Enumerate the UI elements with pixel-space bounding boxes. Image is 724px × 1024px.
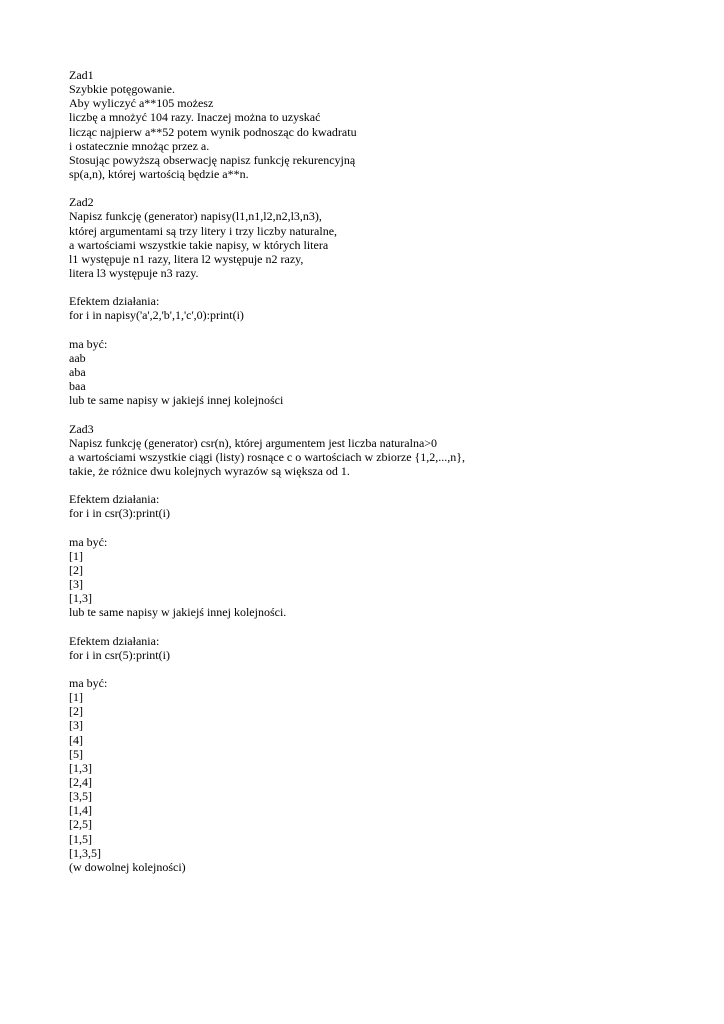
text-line: a wartościami wszystkie ciągi (listy) rosnące c o wartościach w zbiorze {1,2,...,n}, [69, 449, 466, 464]
text-line: for i in csr(3):print(i) [69, 506, 170, 521]
blank-line [69, 662, 689, 676]
text-line: Aby wyliczyć a**105 możesz [69, 96, 214, 111]
document-page [69, 68, 689, 874]
text-line: [3] [69, 577, 83, 592]
text-line: Stosując powyższą obserwację napisz funkcję rekurencyjną [69, 152, 356, 167]
text-line: [2,4] [69, 775, 92, 790]
text-line: [2] [69, 704, 83, 719]
text-line: for i in csr(5):print(i) [69, 647, 170, 662]
text-line: Efektem działania: [69, 294, 160, 309]
text-line: ma być: [69, 676, 108, 691]
blank-line [69, 478, 689, 492]
text-line: [1,4] [69, 803, 92, 818]
text-line: baa [69, 379, 86, 394]
text-line: Efektem działania: [69, 492, 160, 507]
text-line: [1] [69, 548, 83, 563]
text-line: aab [69, 350, 86, 365]
text-line: lub te same napisy w jakiejś innej kolejności. [69, 605, 287, 620]
text-line: [1] [69, 690, 83, 705]
text-line: licząc najpierw a**52 potem wynik podnosząc do kwadratu [69, 124, 357, 139]
text-line: Efektem działania: [69, 633, 160, 648]
text-line: sp(a,n), której wartością będzie a**n. [69, 166, 249, 181]
text-line: takie, że różnice dwu kolejnych wyrazów są większa od 1. [69, 463, 350, 478]
text-line: [1,3] [69, 591, 92, 606]
text-line: [1,3,5] [69, 845, 101, 860]
text-line: Zad1 [69, 68, 94, 82]
text-line: [3] [69, 718, 83, 733]
text-line: litera l3 występuje n3 razy. [69, 265, 199, 280]
blank-line [69, 619, 689, 633]
text-line: Zad2 [69, 195, 94, 210]
text-line: ma być: [69, 336, 108, 351]
text-line: [3,5] [69, 789, 92, 804]
text-line: liczbę a mnożyć 104 razy. Inaczej można to uzyskać [69, 110, 321, 125]
text-line: Napisz funkcję (generator) napisy(l1,n1,l2,n2,l3,n3), [69, 209, 322, 224]
text-line: i ostatecznie mnożąc przez a. [69, 138, 210, 153]
blank-line [69, 323, 689, 337]
blank-line [69, 521, 689, 535]
text-line: Zad3 [69, 421, 94, 436]
text-line: której argumentami są trzy litery i trzy liczby naturalne, [69, 223, 338, 238]
text-line: Szybkie potęgowanie. [69, 82, 175, 97]
text-line: aba [69, 364, 86, 379]
text-line: Napisz funkcję (generator) csr(n), której argumentem jest liczba naturalna>0 [69, 435, 438, 450]
text-line: [1,5] [69, 831, 92, 846]
text-line: [2] [69, 562, 83, 577]
text-line: l1 występuje n1 razy, litera l2 występuje n2 razy, [69, 251, 304, 266]
text-line: a wartościami wszystkie takie napisy, w których litera [69, 237, 329, 252]
text-line: [4] [69, 732, 83, 747]
text-line: [2,5] [69, 817, 92, 832]
text-line: lub te same napisy w jakiejś innej kolejności [69, 393, 284, 408]
blank-line [69, 280, 689, 294]
text-line: (w dowolnej kolejności) [69, 859, 186, 874]
text-line: [1,3] [69, 760, 92, 775]
text-line: ma być: [69, 534, 108, 549]
text-line: [5] [69, 746, 83, 761]
text-line: for i in napisy('a',2,'b',1,'c',0):print(i) [69, 308, 244, 323]
blank-line [69, 407, 689, 421]
blank-line [69, 181, 689, 195]
